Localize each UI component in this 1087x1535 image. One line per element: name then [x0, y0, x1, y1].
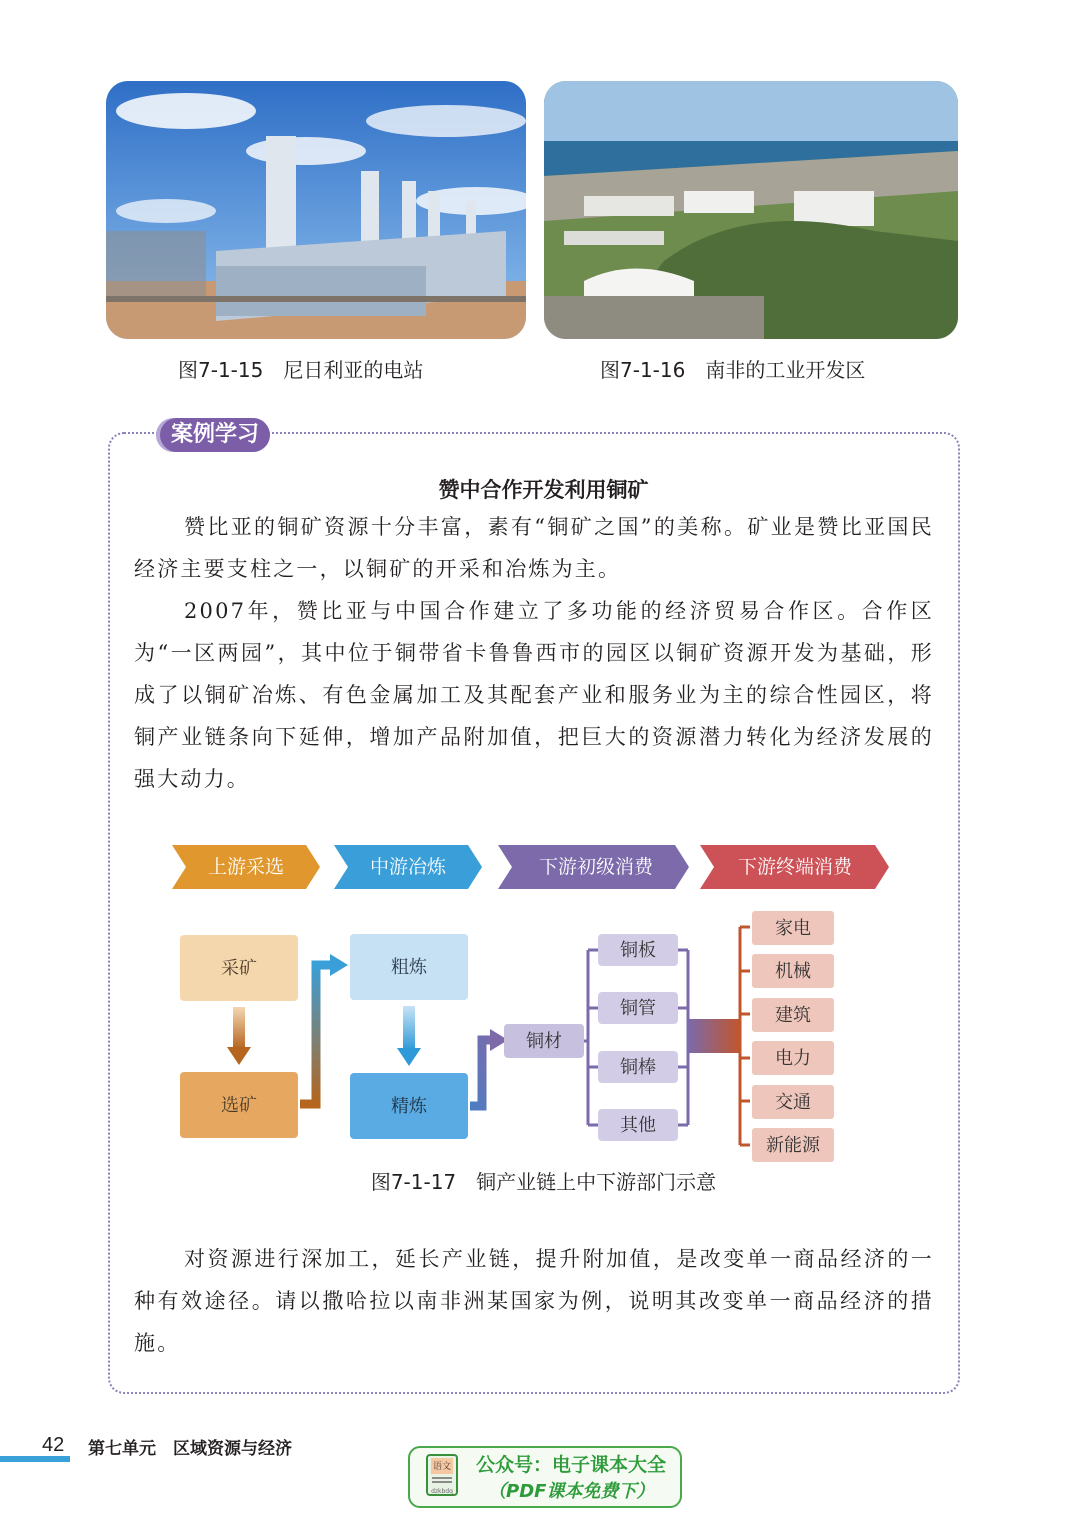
label-construction: 建筑 — [775, 1005, 811, 1026]
figure-caption-16: 图7-1-16 南非的工业开发区 — [600, 358, 866, 382]
photo-nigeria-power-station — [106, 81, 526, 339]
stage-label-primary: 下游初级消费 — [538, 856, 654, 878]
copper-industry-chain-diagram — [160, 838, 900, 1163]
label-new-energy: 新能源 — [766, 1135, 820, 1156]
label-electric-power: 电力 — [775, 1048, 811, 1069]
label-mining: 采矿 — [221, 958, 257, 979]
case-study-title: 赞中合作开发利用铜矿 — [438, 478, 649, 502]
label-copper-material: 铜材 — [526, 1031, 562, 1052]
stage-label-midstream: 中游冶炼 — [369, 856, 447, 878]
footer-accent-bar — [0, 1456, 70, 1462]
book-icon — [426, 1454, 458, 1496]
label-copper-tube: 铜管 — [620, 998, 656, 1019]
label-transportation: 交通 — [775, 1092, 811, 1113]
label-copper-plate: 铜板 — [620, 940, 656, 961]
stage-label-upstream: 上游采选 — [207, 856, 285, 878]
stage-label-terminal: 下游终端消费 — [737, 856, 853, 878]
label-dressing: 选矿 — [221, 1095, 257, 1116]
stamp-line-1: 公众号：电子课本大全 — [476, 1454, 667, 1476]
label-rough-smelting: 粗炼 — [391, 957, 427, 978]
figure-caption-15: 图7-1-15 尼日利亚的电站 — [178, 358, 424, 382]
case-study-tag: 案例学习 — [160, 418, 270, 452]
case-paragraph-1: 赞比亚的铜矿资源十分丰富，素有“铜矿之国”的美称。矿业是赞比亚国民经济主要支柱之一，以铜矿的开采和冶炼为主。 — [134, 515, 934, 581]
label-copper-rod: 铜棒 — [620, 1057, 656, 1078]
label-machinery: 机械 — [775, 961, 811, 982]
figure-caption-17: 图7-1-17 铜产业链上中下游部门示意 — [370, 1170, 717, 1194]
stamp-icon-text: dzkbdq — [431, 1488, 453, 1495]
case-question: 对资源进行深加工，延长产业链，提升附加值，是改变单一商品经济的一种有效途径。请以撒哈拉以南非洲某国家为例，说明其改变单一商品经济的措施。 — [134, 1247, 934, 1355]
label-refining: 精炼 — [391, 1096, 427, 1117]
unit-title: 第七单元 区域资源与经济 — [88, 1439, 292, 1459]
watermark-stamp — [408, 1446, 682, 1508]
stamp-line-2: （PDF课本免费下） — [488, 1481, 655, 1502]
photo-south-africa-industrial-zone — [544, 81, 958, 339]
page-number: 42 — [42, 1434, 65, 1456]
case-paragraph-2: 2007年，赞比亚与中国合作建立了多功能的经济贸易合作区。合作区为“一区两园”，其中位于铜带省卡鲁鲁西市的园区以铜矿资源开发为基础，形成了以铜矿冶炼、有色金属加工及其配套产业和服务业为主的综合性园区，将铜产业链条向下延伸，增加产品附加值，把巨大的资源潜力转化为经济发展的强大动力。 — [134, 599, 934, 791]
label-appliances: 家电 — [775, 918, 811, 939]
stamp-icon-label: 语文 — [432, 1462, 452, 1472]
label-other: 其他 — [620, 1115, 656, 1136]
